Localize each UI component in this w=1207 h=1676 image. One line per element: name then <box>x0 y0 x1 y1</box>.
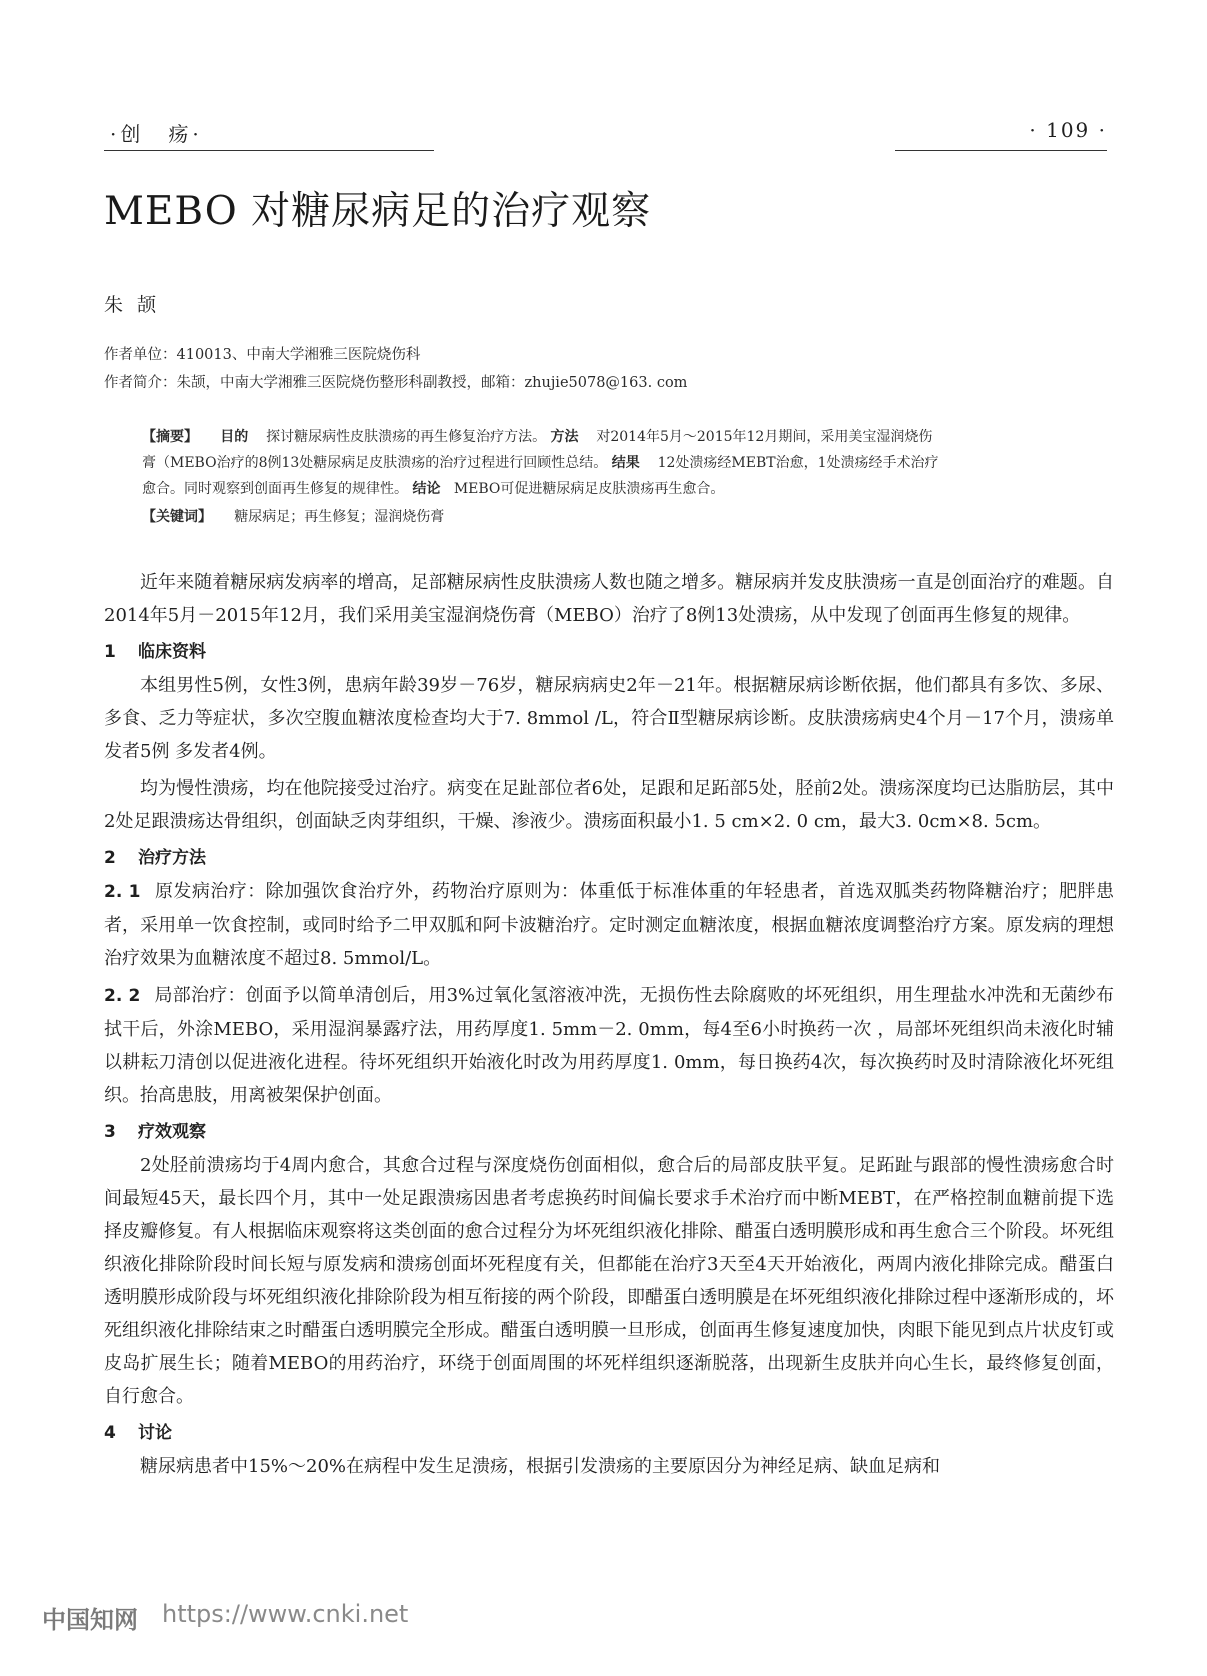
article-title: MEBO 对糖尿病足的治疗观察 <box>104 189 652 234</box>
subsection-2-2 <box>104 979 1114 1112</box>
section-3-heading <box>104 1116 1114 1149</box>
subsection-2-1-number: 2. 1 <box>104 882 141 902</box>
cnki-watermark-brand: 中国知网 <box>42 1606 138 1634</box>
abstract <box>142 424 1082 502</box>
abstract-line-3 <box>142 476 1082 502</box>
section-1-paragraph-2: 均为慢性溃疡，均在他院接受过治疗。病变在足趾部位者6处，足跟和足跖部5处，胫前2处。溃疡深度均已达脂肪层，其中2处足跟溃疡达骨组织，创面缺乏肉芽组织，干燥、渗液少。溃疡面积最小1. 5 cm×2. 0 cm，最大3. 0cm×8. 5cm。 <box>104 778 1114 832</box>
section-4-title: 讨论 <box>138 1423 172 1443</box>
keywords-label: 【关键词】 <box>142 509 212 525</box>
article-body <box>104 566 1114 1487</box>
article-author: 朱颉 <box>104 294 171 316</box>
keywords <box>142 506 444 526</box>
purpose-text: 探讨糖尿病性皮肤溃疡的再生修复治疗方法。 <box>266 429 547 445</box>
subsection-2-1-text: 原发病治疗：除加强饮食治疗外，药物治疗原则为：体重低于标准体重的年轻患者，首选双胍类药物降糖治疗；肥胖患者，采用单一饮食控制，或同时给予二甲双胍和阿卡波糖治疗。定时测定血糖浓度，根据血糖浓度调整治疗方案。原发病的理想治疗效果为血糖浓度不超过8. 5mmol/L。 <box>104 881 1114 969</box>
conclusion-text: MEBO可促进糖尿病足皮肤溃疡再生愈合。 <box>453 481 725 497</box>
section-2-heading <box>104 842 1114 875</box>
abstract-label: 【摘要】 <box>142 429 198 445</box>
running-header-section: ·创 疡· <box>110 122 203 146</box>
section-2-number: 2 <box>104 848 116 868</box>
abstract-line-2 <box>142 450 1082 476</box>
section-4-paragraph-1: 糖尿病患者中15%～20%在病程中发生足溃疡，根据引发溃疡的主要原因分为神经足病、缺血足病和 <box>140 1456 941 1477</box>
purpose-label: 目的 <box>220 429 249 445</box>
section-4-heading <box>104 1417 1114 1450</box>
subsection-2-2-number: 2. 2 <box>104 986 141 1006</box>
subsection-2-2-text: 局部治疗：创面予以简单清创后，用3%过氧化氢溶液冲洗，无损伤性去除腐败的坏死组织，用生理盐水冲洗和无菌纱布拭干后，外涂MEBO，采用湿润暴露疗法，用药厚度1. 5mm－2. 0mm，每4至6小时换药一次 ，局部坏死组织尚未液化时辅以耕耘刀清创以促进液化进程。待坏死组织开始液化时改为用药厚度1. 0mm，每日换药4次，每次换药时及时清除液化坏死组织。抬高患肢，用离被架保护创面。 <box>104 985 1114 1106</box>
section-3-number: 3 <box>104 1122 116 1142</box>
section-4-number: 4 <box>104 1423 116 1443</box>
author-bio: 作者简介：朱颉，中南大学湘雅三医院烧伤整形科副教授，邮箱：zhujie5078@163. com <box>104 375 688 391</box>
header-rule-right <box>895 150 1107 151</box>
intro-paragraph: 近年来随着糖尿病发病率的增高，足部糖尿病性皮肤溃疡人数也随之增多。糖尿病并发皮肤溃疡一直是创面治疗的难题。自2014年5月－2015年12月，我们采用美宝湿润烧伤膏（MEBO）治疗了8例13处溃疡，从中发现了创面再生修复的规律。 <box>104 572 1114 626</box>
cnki-watermark-url: https://www.cnki.net <box>162 1600 409 1628</box>
header-rule-left <box>104 150 434 151</box>
section-2-title: 治疗方法 <box>138 848 206 868</box>
section-1-title: 临床资料 <box>138 642 206 662</box>
section-1-heading <box>104 636 1114 669</box>
section-1-paragraph-1: 本组男性5例，女性3例，患病年龄39岁－76岁，糖尿病病史2年－21年。根据糖尿病诊断依据，他们都具有多饮、多尿、多食、乏力等症状，多次空腹血糖浓度检查均大于7. 8mmol /L，符合Ⅱ型糖尿病诊断。皮肤溃疡病史4个月－17个月，溃疡单发者5例 多发者4例。 <box>104 675 1114 762</box>
section-3-title: 疗效观察 <box>138 1122 206 1142</box>
page-number: · 109 · <box>1029 118 1107 142</box>
method-text-1: 对2014年5月～2015年12月期间，采用美宝湿润烧伤 <box>596 429 933 445</box>
author-affiliation: 作者单位：410013、中南大学湘雅三医院烧伤科 <box>104 347 421 363</box>
section-3-paragraph-1: 2处胫前溃疡均于4周内愈合，其愈合过程与深度烧伤创面相似，愈合后的局部皮肤平复。足跖趾与跟部的慢性溃疡愈合时间最短45天，最长四个月，其中一处足跟溃疡因患者考虑换药时间偏长要求手术治疗而中断MEBT，在严格控制血糖前提下选择皮瓣修复。有人根据临床观察将这类创面的愈合过程分为坏死组织液化排除、醋蛋白透明膜形成和再生愈合三个阶段。坏死组织液化排除阶段时间长短与原发病和溃疡创面坏死程度有关，但都能在治疗3天至4天开始液化，两周内液化排除完成。醋蛋白透明膜形成阶段与坏死组织液化排除阶段为相互衔接的两个阶段，即醋蛋白透明膜是在坏死组织液化排除过程中逐渐形成的，坏死组织液化排除结束之时醋蛋白透明膜完全形成。醋蛋白透明膜一旦形成，创面再生修复速度加快，肉眼下能见到点片状皮钉或皮岛扩展生长；随着MEBO的用药治疗，环绕于创面周围的坏死样组织逐渐脱落，出现新生皮肤并向心生长，最终修复创面，自行愈合。 <box>104 1155 1114 1407</box>
result-text-2: 愈合。同时观察到创面再生修复的规律性。 <box>142 481 408 497</box>
result-text: 12处溃疡经MEBT治愈，1处溃疡经手术治疗 <box>657 455 939 471</box>
conclusion-label: 结论 <box>412 481 441 497</box>
subsection-2-1 <box>104 875 1114 975</box>
keywords-text: 糖尿病足；再生修复；湿润烧伤膏 <box>234 509 445 525</box>
method-text-2: 膏（MEBO治疗的8例13处糖尿病足皮肤溃疡的治疗过程进行回顾性总结。 <box>142 455 608 471</box>
method-label: 方法 <box>550 429 579 445</box>
result-label: 结果 <box>611 455 640 471</box>
abstract-line-1 <box>142 424 1082 450</box>
section-1-number: 1 <box>104 642 116 662</box>
